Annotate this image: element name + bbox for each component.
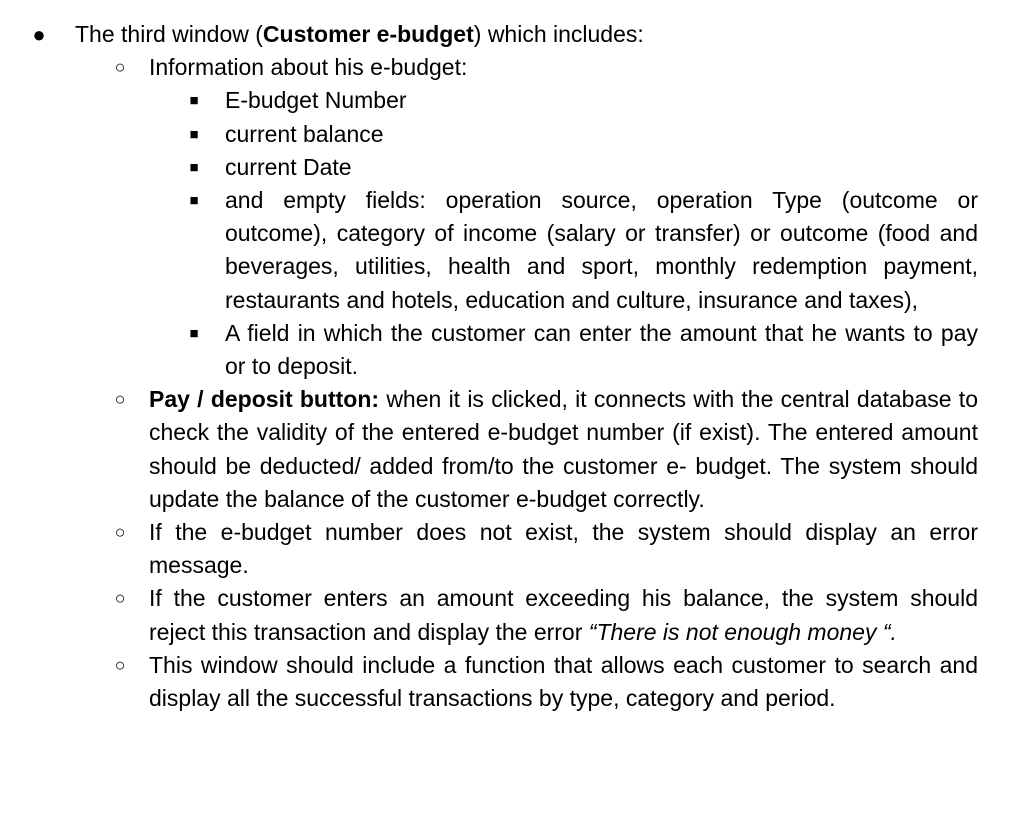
list-item-text: Information about his e-budget: xyxy=(149,54,468,81)
pay-deposit-label: Pay / deposit button: xyxy=(149,386,380,413)
list-item-text: and empty fields: operation source, operation Type (outcome or outcome), category of income (salary or transfer) or outcome (food and beverages, utilities, health and sport, monthly redemption payment, restaurants and hotels, education and culture, insurance and taxes), xyxy=(225,187,978,313)
hollow-circle-bullet-icon: ○ xyxy=(114,389,126,410)
square-bullet-icon: ■ xyxy=(189,92,199,110)
square-bullet-icon: ■ xyxy=(189,158,199,176)
hollow-circle-bullet-icon: ○ xyxy=(114,522,126,543)
filled-circle-bullet-icon: ● xyxy=(32,22,46,47)
list-item-text: E-budget Number xyxy=(225,87,407,114)
hollow-circle-bullet-icon: ○ xyxy=(114,654,126,675)
hollow-circle-bullet-icon: ○ xyxy=(114,57,126,78)
list-item-search-function xyxy=(0,649,1024,715)
list-item-ebudget-number xyxy=(0,84,1024,117)
error-message-text: “There is not enough money “. xyxy=(588,618,897,645)
list-item-exceed-balance xyxy=(0,582,1024,648)
list-item-text: current Date xyxy=(225,153,352,180)
square-bullet-icon: ■ xyxy=(189,125,199,143)
window-name: Customer e-budget xyxy=(262,21,474,47)
square-bullet-icon: ■ xyxy=(189,192,199,210)
list-item-text: If the customer enters an amount exceeding his balance, the system should reject this transaction and display the error “There is not enough money “. xyxy=(149,585,978,645)
list-item-current-balance xyxy=(0,118,1024,151)
list-item-text: This window should include a function that allows each customer to search and display all the successful transactions by type, category and period. xyxy=(149,651,978,712)
list-item-not-exist xyxy=(0,516,1024,582)
hollow-circle-bullet-icon: ○ xyxy=(114,588,126,609)
square-bullet-icon: ■ xyxy=(189,324,199,342)
document-body xyxy=(0,18,1024,715)
list-item-text: If the e-budget number does not exist, the system should display an error message. xyxy=(149,519,978,579)
list-item-text: The third window (Customer e-budget) which includes: xyxy=(75,21,644,47)
list-item-empty-fields xyxy=(0,184,1024,317)
list-item-amount-field xyxy=(0,317,1024,383)
list-item-pay-deposit-button xyxy=(0,383,1024,516)
list-item-text: Pay / deposit button: when it is clicked, it connects with the central database to check the validity of the entered e-budget number (if exist). The entered amount should be deducted/ added from/to the customer e- budget. The system should update the balance of the customer e-budget correctly. xyxy=(149,386,978,512)
list-item-third-window xyxy=(0,18,1024,51)
list-item-current-date xyxy=(0,151,1024,184)
list-item-text: A field in which the customer can enter the amount that he wants to pay or to deposit. xyxy=(225,319,978,380)
list-item-info xyxy=(0,51,1024,84)
list-item-text: current balance xyxy=(225,120,384,147)
